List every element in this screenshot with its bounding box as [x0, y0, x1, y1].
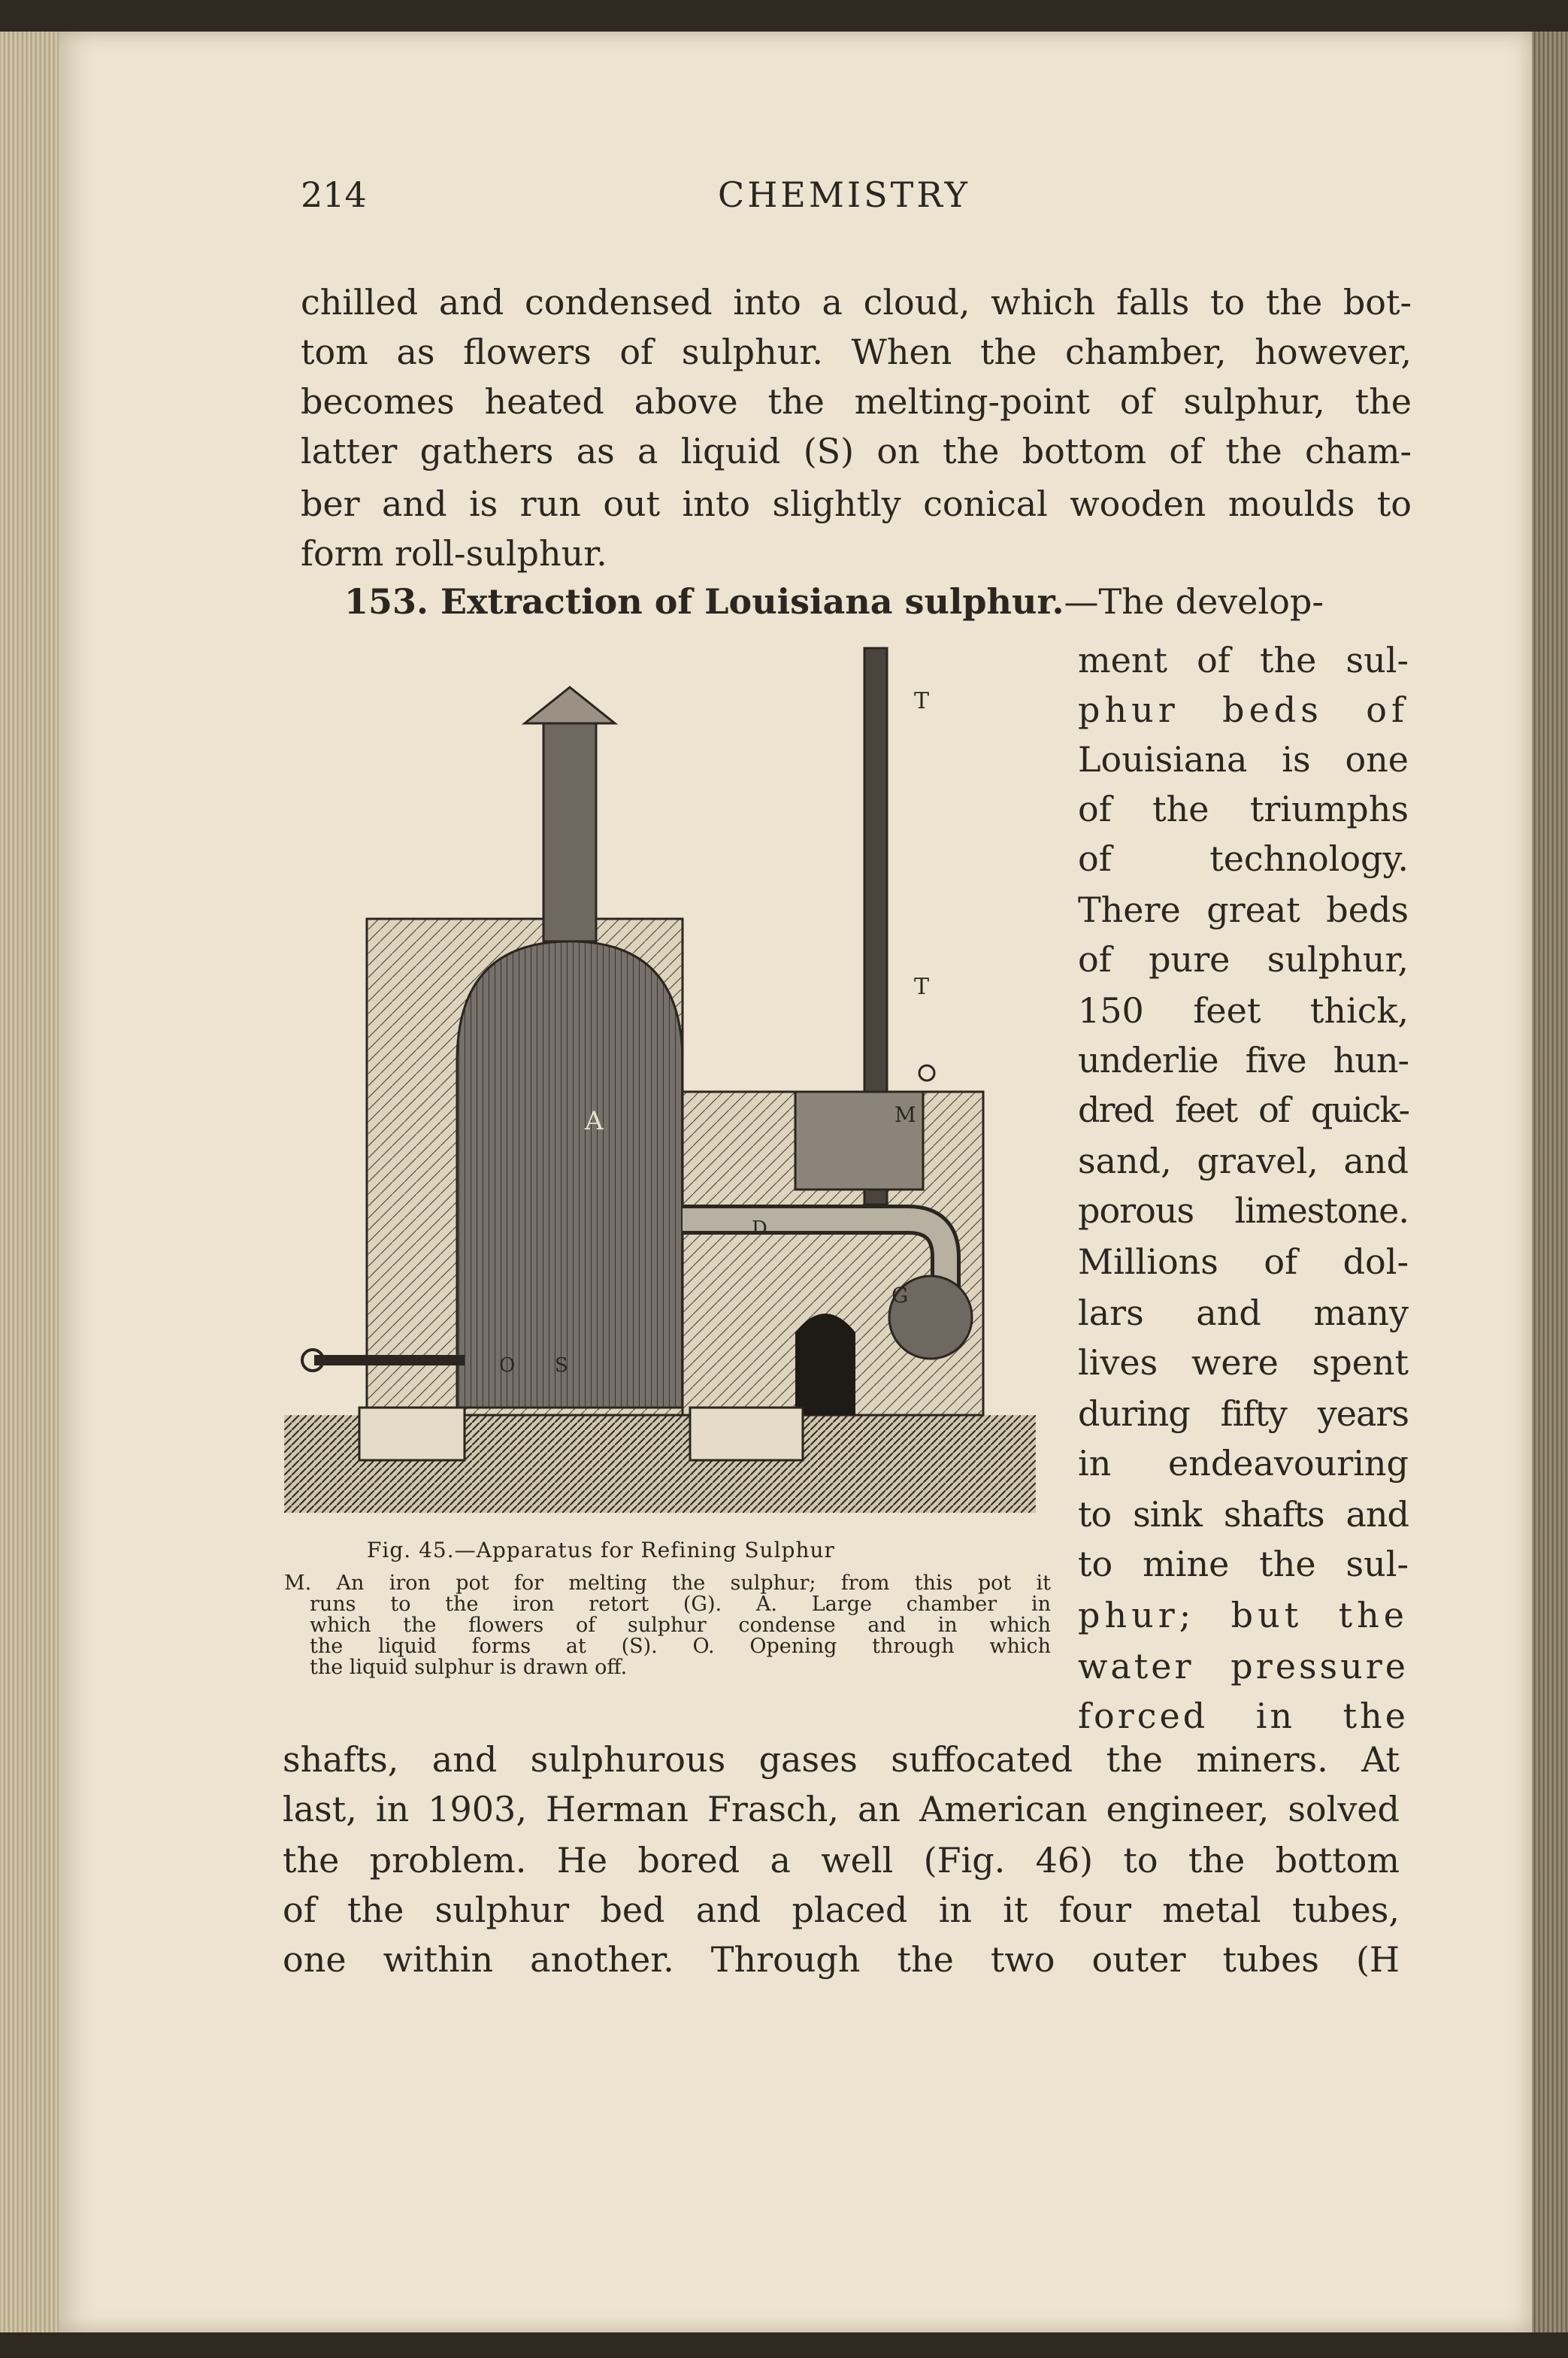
side-column-line: lars and many [1078, 1293, 1409, 1333]
side-column-line: There great beds [1078, 890, 1409, 930]
side-column-line: lives were spent [1078, 1342, 1409, 1383]
side-column-line: 150 feet thick, [1078, 990, 1409, 1031]
side-column-line: Louisiana is one [1078, 739, 1409, 780]
outlet-pipe [314, 1355, 465, 1365]
side-column-line: to sink shafts and [1078, 1494, 1409, 1535]
paragraph2-line: one within another. Through the two outer tubes (H [283, 1939, 1400, 1980]
running-title: CHEMISTRY [718, 174, 970, 215]
side-column-line: of technology. [1078, 838, 1409, 879]
label-t-mid: T [914, 974, 930, 1000]
label-a: A [585, 1106, 604, 1136]
label-t-top: T [914, 688, 930, 714]
chimney-cap [525, 687, 615, 723]
section-lead: —The develop- [1064, 581, 1324, 622]
paragraph2-line: of the sulphur bed and placed in it four metal tubes, [283, 1890, 1400, 1930]
side-column-line: of the triumphs [1078, 789, 1409, 829]
side-column-line: phur; but the [1078, 1595, 1409, 1635]
side-column-line: sand, gravel, and [1078, 1141, 1409, 1181]
chimney [543, 716, 596, 941]
paragraph1-line: becomes heated above the melting-point of sulphur, the [301, 381, 1412, 422]
side-column-line: of pure sulphur, [1078, 939, 1409, 980]
paragraph2-line: last, in 1903, Herman Frasch, an American engineer, solved [283, 1789, 1400, 1829]
caption-line: the liquid sulphur is drawn off. [310, 1656, 628, 1679]
section-heading-line [344, 579, 1413, 624]
side-column-line: ment of the sul- [1078, 640, 1409, 680]
furnace-arch [795, 1314, 855, 1415]
side-column-line: phur beds of [1078, 690, 1409, 730]
side-column-line: porous limestone. [1078, 1190, 1409, 1231]
condensing-chamber [457, 941, 683, 1408]
page-number: 214 [301, 174, 367, 215]
side-column-line: water pressure [1078, 1646, 1409, 1687]
figure-caption-title: Fig. 45.—Apparatus for Refining Sulphur [367, 1538, 835, 1562]
caption-line: which the flowers of sulphur condense and in which [310, 1614, 1051, 1637]
caption-line: the liquid forms at (S). O. Opening through which [310, 1635, 1051, 1658]
label-g: G [891, 1283, 909, 1308]
pot-valve [919, 1065, 934, 1080]
paragraph1-line: chilled and condensed into a cloud, which falls to the bot- [301, 282, 1412, 323]
caption-line: M. An iron pot for melting the sulphur; from this pot it [284, 1571, 1051, 1595]
side-column-line: Millions of dol- [1078, 1241, 1409, 1282]
side-column-line: to mine the sul- [1078, 1544, 1409, 1584]
side-column-line: dred feet of quick- [1078, 1090, 1409, 1130]
caption-line: runs to the iron retort (G). A. Large chamber in [310, 1593, 1051, 1616]
figure-caption-body [284, 1573, 1051, 1678]
footing-left [359, 1408, 465, 1460]
footing-right [690, 1408, 803, 1460]
label-s: S [555, 1354, 568, 1377]
side-column-line: forced in the [1078, 1696, 1409, 1736]
apparatus-illustration [284, 641, 1036, 1513]
section-heading: 153. Extraction of Louisiana sulphur. [344, 581, 1064, 622]
paragraph1-line: ber and is run out into slightly conical wooden moulds to [301, 483, 1412, 524]
label-m: M [894, 1102, 916, 1127]
page-edges-right [1530, 32, 1568, 2332]
paragraph1-line: form roll-sulphur. [301, 533, 607, 574]
running-head [301, 174, 1428, 227]
paragraph2-line: the problem. He bored a well (Fig. 46) to the bottom [283, 1840, 1400, 1881]
label-o: O [499, 1354, 516, 1377]
side-column-line: during fifty years [1078, 1393, 1409, 1434]
label-d: D [752, 1217, 767, 1240]
paragraph1-line: latter gathers as a liquid (S) on the bottom of the cham- [301, 431, 1412, 471]
side-column-line: underlie five hun- [1078, 1040, 1409, 1080]
paragraph1-line: tom as flowers of sulphur. When the chamber, however, [301, 332, 1412, 372]
side-column-line: in endeavouring [1078, 1443, 1409, 1484]
paragraph2-line: shafts, and sulphurous gases suffocated the miners. At [283, 1739, 1400, 1780]
